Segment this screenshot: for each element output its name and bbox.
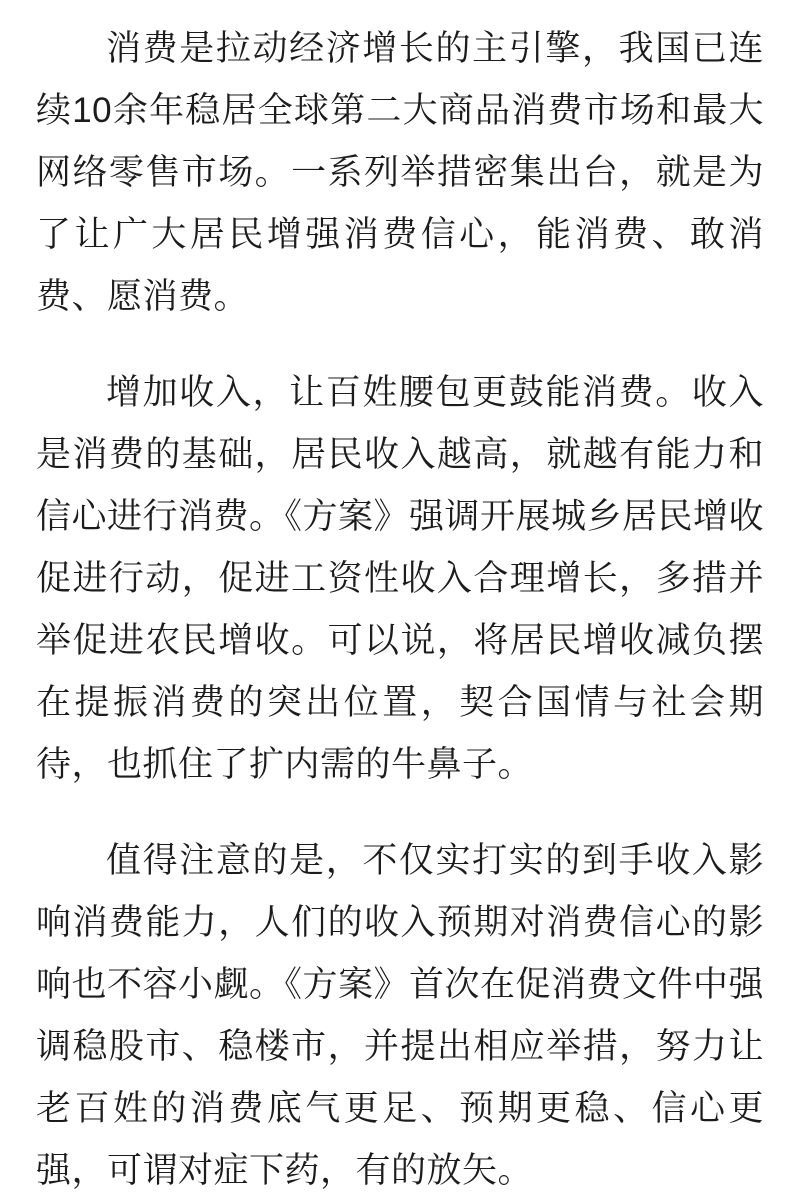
paragraph-2: 增加收入，让百姓腰包更鼓能消费。收入是消费的基础，居民收入越高，就越有能力和信心进行消费。《方案》强调开展城乡居民增收促进行动，促进工资性收入合理增长，多措并举促进农民增收。可以说，将居民增收减负摆在提振消费的突出位置，契合国情与社会期待，也抓住了扩内需的牛鼻子。 xyxy=(36,373,765,784)
paragraph-1: 消费是拉动经济增长的主引擎，我国已连续10余年稳居全球第二大商品消费市场和最大网络零售市场。一系列举措密集出台，就是为了让广大居民增强消费信心，能消费、敢消费、愿消费。 xyxy=(36,29,764,316)
paragraph-3: 值得注意的是，不仅实打实的到手收入影响消费能力，人们的收入预期对消费信心的影响也不容小觑。《方案》首次在促消费文件中强调稳股市、稳楼市，并提出相应举措，努力让老百姓的消费底气更足、预期更稳、信心更强，可谓对症下药，有的放矢。 xyxy=(36,841,765,1190)
